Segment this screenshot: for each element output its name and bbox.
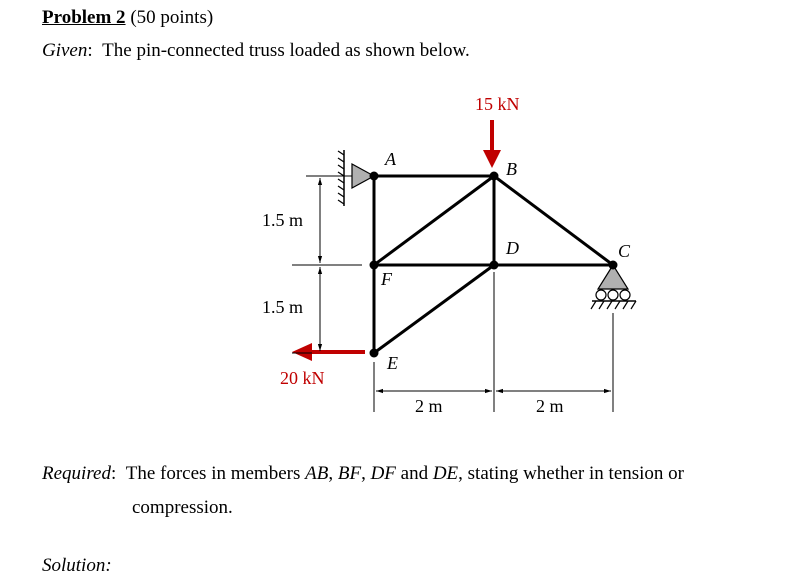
label-15kn: 15 kN bbox=[475, 94, 520, 114]
joint-b bbox=[490, 172, 499, 181]
dim-label-left-width: 2 m bbox=[415, 396, 443, 416]
load-15kn-arrow bbox=[483, 120, 501, 168]
node-label-c: C bbox=[618, 241, 631, 261]
joint-a bbox=[370, 172, 379, 181]
required-label: Required bbox=[42, 463, 111, 484]
joint-e bbox=[370, 349, 379, 358]
joint-d bbox=[490, 261, 499, 270]
pin-support-a bbox=[338, 150, 374, 206]
given-colon: : bbox=[87, 40, 93, 61]
member-ref-ab: AB bbox=[305, 463, 329, 484]
member-de bbox=[374, 265, 494, 353]
required-post: , stating whether in tension or bbox=[458, 463, 685, 484]
node-label-b: B bbox=[506, 159, 517, 179]
dim-label-lower-height: 1.5 m bbox=[262, 297, 304, 317]
member-ref-bf: BF bbox=[337, 463, 362, 484]
node-label-e: E bbox=[387, 353, 398, 373]
roller-support-c bbox=[591, 265, 636, 309]
member-ref-df: DF bbox=[370, 463, 396, 484]
given-text: The pin-connected truss loaded as shown below. bbox=[102, 40, 470, 61]
required-pre: The forces in members bbox=[125, 463, 301, 484]
problem-points: (50 points) bbox=[130, 7, 214, 28]
load-20kn-arrow bbox=[292, 343, 365, 361]
required-line: Required: The forces in members AB, BF, DF and DE, stating whether in tension or bbox=[42, 463, 685, 484]
required-line-2: compression. bbox=[132, 497, 233, 518]
required-colon: : bbox=[110, 463, 117, 484]
problem-label: Problem 2 bbox=[42, 7, 126, 28]
joint-c bbox=[609, 261, 618, 270]
solution-label: Solution: bbox=[42, 555, 112, 576]
label-20kn: 20 kN bbox=[280, 368, 325, 388]
dim-label-upper-height: 1.5 m bbox=[262, 210, 304, 230]
member-bf bbox=[374, 176, 494, 265]
given-label: Given bbox=[42, 40, 88, 61]
vertical-dimensions bbox=[292, 176, 362, 353]
node-label-d: D bbox=[506, 238, 519, 258]
member-ref-de: DE bbox=[432, 463, 459, 484]
dim-label-right-width: 2 m bbox=[536, 396, 564, 416]
joint-f bbox=[370, 261, 379, 270]
required-and: and bbox=[400, 463, 429, 484]
horizontal-dimensions bbox=[374, 272, 613, 412]
node-label-a: A bbox=[385, 149, 396, 169]
node-label-f: F bbox=[381, 269, 392, 289]
